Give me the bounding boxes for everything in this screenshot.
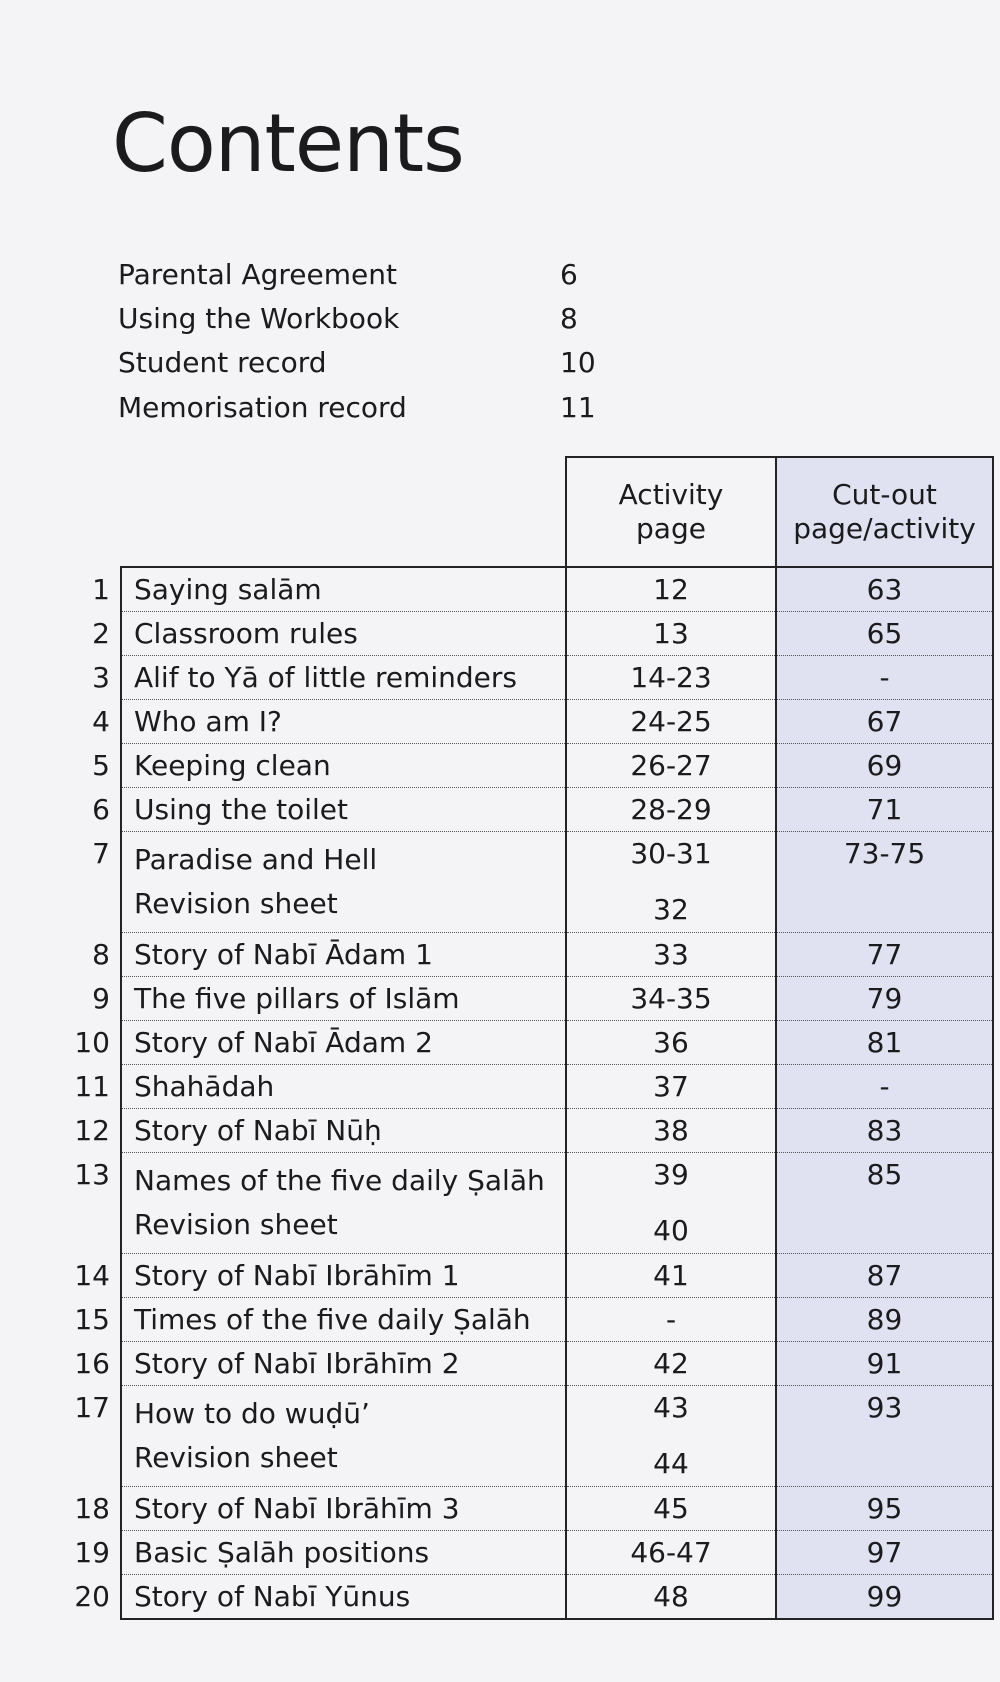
activity-page: 39 (653, 1158, 689, 1191)
cutout-page-cell (776, 1386, 993, 1487)
lesson-title: Story of Nabī Ibrāhīm 1 (134, 1259, 460, 1292)
front-matter-label: Memorisation record (118, 390, 407, 424)
cutout-page-cell: 97 (776, 1531, 993, 1575)
cutout-page-cell: 87 (776, 1254, 993, 1298)
front-matter-label: Parental Agreement (118, 257, 397, 291)
lesson-title: Paradise and Hell (134, 843, 378, 876)
contents-table-body (74, 567, 993, 1619)
cutout-page-cell: 83 (776, 1109, 993, 1153)
lesson-number: 4 (92, 705, 110, 738)
lesson-title-cell (92, 744, 566, 788)
front-matter-page: 10 (560, 346, 596, 380)
activity-page-cell: 12 (566, 567, 776, 612)
table-row (121, 567, 993, 612)
lesson-title: Names of the five daily Ṣalāh (134, 1164, 545, 1197)
cutout-page-cell: 95 (776, 1487, 993, 1531)
lesson-number: 10 (74, 1026, 110, 1059)
activity-page-cell: 34-35 (566, 977, 776, 1021)
activity-page-cell: - (566, 1298, 776, 1342)
lesson-title-cell (92, 933, 566, 977)
lesson-number: 2 (92, 617, 110, 650)
lesson-title-cell (74, 1065, 566, 1109)
lesson-title-cell (92, 977, 566, 1021)
cutout-page-cell: 99 (776, 1575, 993, 1620)
lesson-title: The five pillars of Islām (134, 982, 460, 1015)
lesson-title: Times of the five daily Ṣalāh (134, 1303, 531, 1336)
activity-page-cell: 38 (566, 1109, 776, 1153)
lesson-number: 15 (74, 1303, 110, 1336)
lesson-title: Keeping clean (134, 749, 331, 782)
lesson-title: How to do wuḍū’ (134, 1397, 370, 1430)
lesson-title-cell (92, 612, 566, 656)
lesson-number: 20 (74, 1580, 110, 1613)
front-matter-item (118, 252, 638, 296)
cutout-page-cell: - (776, 1065, 993, 1109)
activity-page-cell (566, 1153, 776, 1254)
activity-page: 43 (653, 1391, 689, 1424)
table-row (121, 1487, 993, 1531)
lesson-title-cell (92, 656, 566, 700)
cutout-page-header (776, 457, 993, 567)
cutout-page-cell: 79 (776, 977, 993, 1021)
activity-page-cell: 13 (566, 612, 776, 656)
activity-page: 30-31 (630, 837, 712, 870)
lesson-title-cell (74, 1153, 566, 1254)
front-matter-page: 6 (560, 257, 578, 291)
lesson-number: 16 (74, 1347, 110, 1380)
cutout-page-cell: 77 (776, 933, 993, 977)
lesson-title: Story of Nabī Ādam 2 (134, 1026, 433, 1059)
activity-page-cell: 37 (566, 1065, 776, 1109)
revision-title: Revision sheet (134, 887, 338, 920)
lesson-title-cell (92, 700, 566, 744)
table-row (121, 1109, 993, 1153)
activity-page-cell: 24-25 (566, 700, 776, 744)
activity-page-cell: 28-29 (566, 788, 776, 832)
activity-page-cell: 26-27 (566, 744, 776, 788)
table-row (121, 788, 993, 832)
lesson-title: Story of Nabī Ibrāhīm 3 (134, 1492, 460, 1525)
lesson-title: Story of Nabī Ādam 1 (134, 938, 433, 971)
lesson-title: Saying salām (134, 573, 322, 606)
lesson-number: 7 (92, 837, 110, 870)
revision-title: Revision sheet (134, 1208, 338, 1241)
table-row (121, 1065, 993, 1109)
header-line: Cut-out (832, 478, 937, 512)
lesson-number: 6 (92, 793, 110, 826)
header-line: page/activity (793, 512, 976, 545)
activity-page-cell: 48 (566, 1575, 776, 1620)
header-spacer (121, 457, 566, 567)
cutout-page-cell: 67 (776, 700, 993, 744)
table-row (121, 977, 993, 1021)
lesson-title: Who am I? (134, 705, 282, 738)
lesson-number: 12 (74, 1114, 110, 1147)
revision-page: 32 (653, 893, 689, 926)
cutout-page-cell (776, 1153, 993, 1254)
lesson-title-cell (74, 1109, 566, 1153)
front-matter-item (118, 385, 638, 429)
lesson-title: Classroom rules (134, 617, 358, 650)
cutout-page-cell: 69 (776, 744, 993, 788)
header-line: page (636, 512, 706, 545)
table-header-row (121, 457, 993, 567)
table-row (121, 1575, 993, 1620)
table-row (121, 1254, 993, 1298)
cutout-page-cell (776, 832, 993, 933)
table-row (121, 1386, 993, 1487)
cutout-page-cell: 89 (776, 1298, 993, 1342)
lesson-title-cell (92, 788, 566, 832)
lesson-title: Alif to Yā of little reminders (134, 661, 517, 694)
table-row (121, 612, 993, 656)
lesson-title-cell (74, 1531, 566, 1575)
lesson-title-cell (74, 1298, 566, 1342)
activity-page-cell (566, 832, 776, 933)
lesson-title-cell (92, 567, 566, 612)
lesson-title: Story of Nabī Ibrāhīm 2 (134, 1347, 460, 1380)
lesson-number: 5 (92, 749, 110, 782)
cutout-page-cell: 63 (776, 567, 993, 612)
lesson-number: 13 (74, 1158, 110, 1191)
lesson-number: 9 (92, 982, 110, 1015)
lesson-title-cell (74, 1254, 566, 1298)
activity-page-cell: 14-23 (566, 656, 776, 700)
revision-page: 44 (653, 1447, 689, 1480)
front-matter-item (118, 296, 638, 340)
lesson-title-cell (92, 832, 566, 933)
activity-page-cell: 36 (566, 1021, 776, 1065)
front-matter-item (118, 341, 638, 385)
contents-table (74, 456, 994, 1620)
front-matter-label: Using the Workbook (118, 302, 400, 336)
revision-title: Revision sheet (134, 1441, 338, 1474)
table-row (121, 700, 993, 744)
lesson-title: Shahādah (134, 1070, 275, 1103)
cutout-page-cell: 81 (776, 1021, 993, 1065)
cutout-page-cell: - (776, 656, 993, 700)
lesson-title-cell (74, 1386, 566, 1487)
table-row (121, 1153, 993, 1254)
activity-page-cell: 33 (566, 933, 776, 977)
lesson-number: 17 (74, 1391, 110, 1424)
cutout-page-cell: 65 (776, 612, 993, 656)
activity-page-cell: 41 (566, 1254, 776, 1298)
lesson-title-cell (74, 1021, 566, 1065)
revision-page: 40 (653, 1214, 689, 1247)
table-row (121, 1298, 993, 1342)
table-row (121, 1342, 993, 1386)
front-matter-page: 8 (560, 302, 578, 336)
activity-page-cell: 42 (566, 1342, 776, 1386)
lesson-title: Story of Nabī Nūḥ (134, 1114, 382, 1147)
activity-page-header (566, 457, 776, 567)
lesson-title: Story of Nabī Yūnus (134, 1580, 411, 1613)
lesson-number: 8 (92, 938, 110, 971)
page-title: Contents (112, 97, 464, 190)
table-row (121, 744, 993, 788)
lesson-title-cell (74, 1575, 566, 1620)
cutout-page-cell: 71 (776, 788, 993, 832)
cutout-page-cell: 91 (776, 1342, 993, 1386)
activity-page-cell: 45 (566, 1487, 776, 1531)
table-row (121, 1531, 993, 1575)
table-row (121, 1021, 993, 1065)
lesson-number: 11 (74, 1070, 110, 1103)
lesson-number: 18 (74, 1492, 110, 1525)
lesson-number: 19 (74, 1536, 110, 1569)
lesson-title-cell (74, 1342, 566, 1386)
activity-page-cell: 46-47 (566, 1531, 776, 1575)
lesson-title: Using the toilet (134, 793, 349, 826)
table-row (121, 933, 993, 977)
cutout-page: 85 (866, 1158, 903, 1191)
cutout-page: 73-75 (843, 837, 926, 870)
lesson-title-cell (74, 1487, 566, 1531)
lesson-number: 3 (92, 661, 110, 694)
front-matter-list (118, 252, 638, 430)
table-row (121, 656, 993, 700)
header-line: Activity (618, 478, 724, 512)
cutout-page: 93 (866, 1391, 903, 1424)
front-matter-page: 11 (560, 390, 596, 424)
lesson-title: Basic Ṣalāh positions (134, 1536, 430, 1569)
lesson-number: 1 (92, 573, 110, 606)
front-matter-label: Student record (118, 346, 327, 380)
lesson-number: 14 (74, 1259, 110, 1292)
activity-page-cell (566, 1386, 776, 1487)
table-row (121, 832, 993, 933)
